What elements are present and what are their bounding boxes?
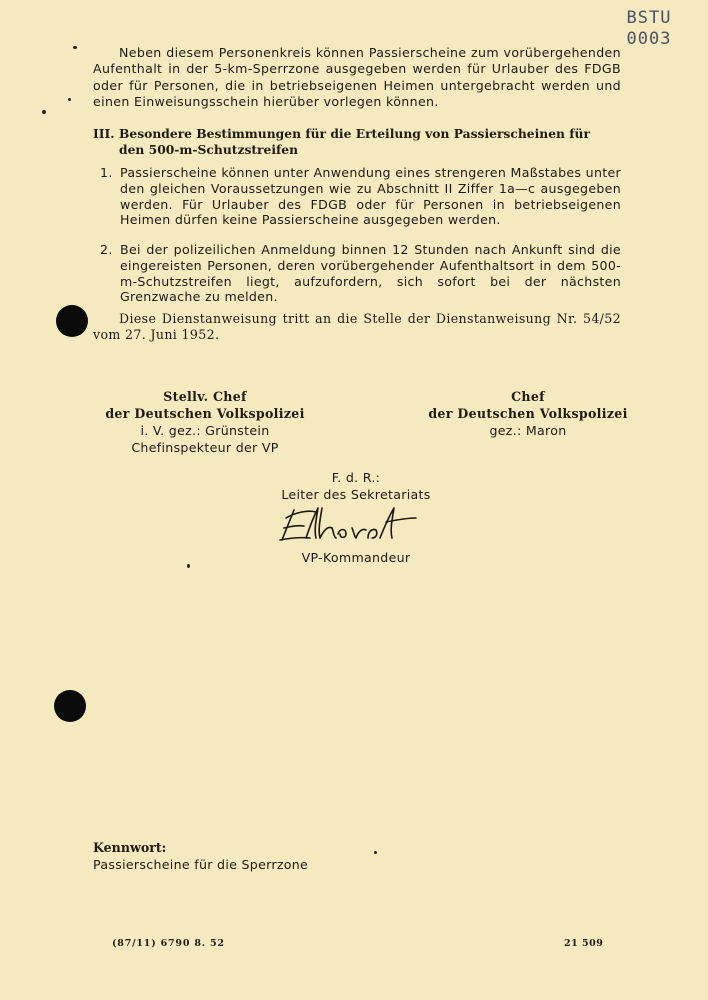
certification-rank: VP-Kommandeur: [301, 550, 411, 565]
keyword-text: Passierscheine für die Sperrzone: [93, 857, 309, 872]
list-item: [100, 165, 621, 228]
keyword-label: Kennwort:: [93, 840, 167, 855]
section-title-line-2: den 500-m-Schutzstreifen: [119, 142, 299, 157]
list-item-number: 2.: [100, 242, 113, 257]
stamp-line-2: 0003: [626, 29, 672, 49]
ink-speck: [187, 564, 190, 568]
signature-rank: Chefinspekteur der VP: [131, 440, 279, 455]
handwritten-signature: [276, 504, 426, 546]
certification-role: Leiter des Sekretariats: [281, 487, 431, 502]
closing-paragraph: Diese Dienstanweisung tritt an die Stelle der Dienstanweisung Nr. 54/52 vom 27. Juni 1952.: [93, 311, 621, 343]
section-number: III.: [93, 126, 115, 141]
signature-organization: der Deutschen Volkspolizei: [428, 406, 628, 421]
signature-organization: der Deutschen Volkspolizei: [105, 406, 305, 421]
ink-speck: [68, 98, 71, 101]
ink-speck: [374, 851, 377, 854]
signature-block-deputy: [85, 388, 325, 456]
section-heading: [93, 126, 621, 158]
signature-signed-by: i. V. gez.: Grünstein: [140, 423, 270, 438]
print-number: 21 509: [564, 938, 604, 949]
archive-stamp: [616, 8, 682, 50]
certification-block: [236, 469, 476, 503]
signature-block-chief: [400, 388, 656, 439]
section-title-line-1: Besondere Bestimmungen für die Erteilung von Passierscheinen für: [119, 126, 590, 141]
list-item-number: 1.: [100, 165, 113, 180]
list-item-text: Passierscheine können unter Anwendung eines strengeren Maßstabes unter den gleichen Voraussetzungen wie zu Abschnitt II Ziffer 1a—c ausgegeben werden. Für Urlauber des FDGB oder für Personen in betriebseigenen Heimen dürfen keine Passierscheine ausgegeben werden.: [120, 165, 621, 228]
print-reference: (87/11) 6790 8. 52: [112, 938, 225, 949]
list-item-text: Bei der polizeilichen Anmeldung binnen 12 Stunden nach Ankunft sind die eingereisten Personen, deren vorübergehender Aufenthaltsort in dem 500-m-Schutzstreifen liegt, aufzufordern, sich sofort bei der nächsten Grenzwache zu melden.: [120, 242, 621, 305]
punch-hole-bottom: [54, 690, 86, 722]
stamp-line-1: BSTU: [626, 8, 672, 28]
ink-speck: [73, 46, 77, 49]
list-item: [100, 242, 621, 305]
signature-title: Stellv. Chef: [163, 389, 247, 404]
ink-speck: [42, 110, 46, 114]
punch-hole-top: [56, 305, 88, 337]
signature-title: Chef: [511, 389, 545, 404]
certification-fdr: F. d. R.:: [331, 470, 381, 485]
signature-signed-by: gez.: Maron: [489, 423, 567, 438]
intro-paragraph: Neben diesem Personenkreis können Passierscheine zum vorübergehenden Aufenthalt in der 5-km-Sperrzone ausgegeben werden für Urlauber des FDGB oder für Personen, die in betriebseigenen Heimen untergebracht werden und einen Einweisungsschein hierüber vorlegen können.: [93, 45, 621, 110]
